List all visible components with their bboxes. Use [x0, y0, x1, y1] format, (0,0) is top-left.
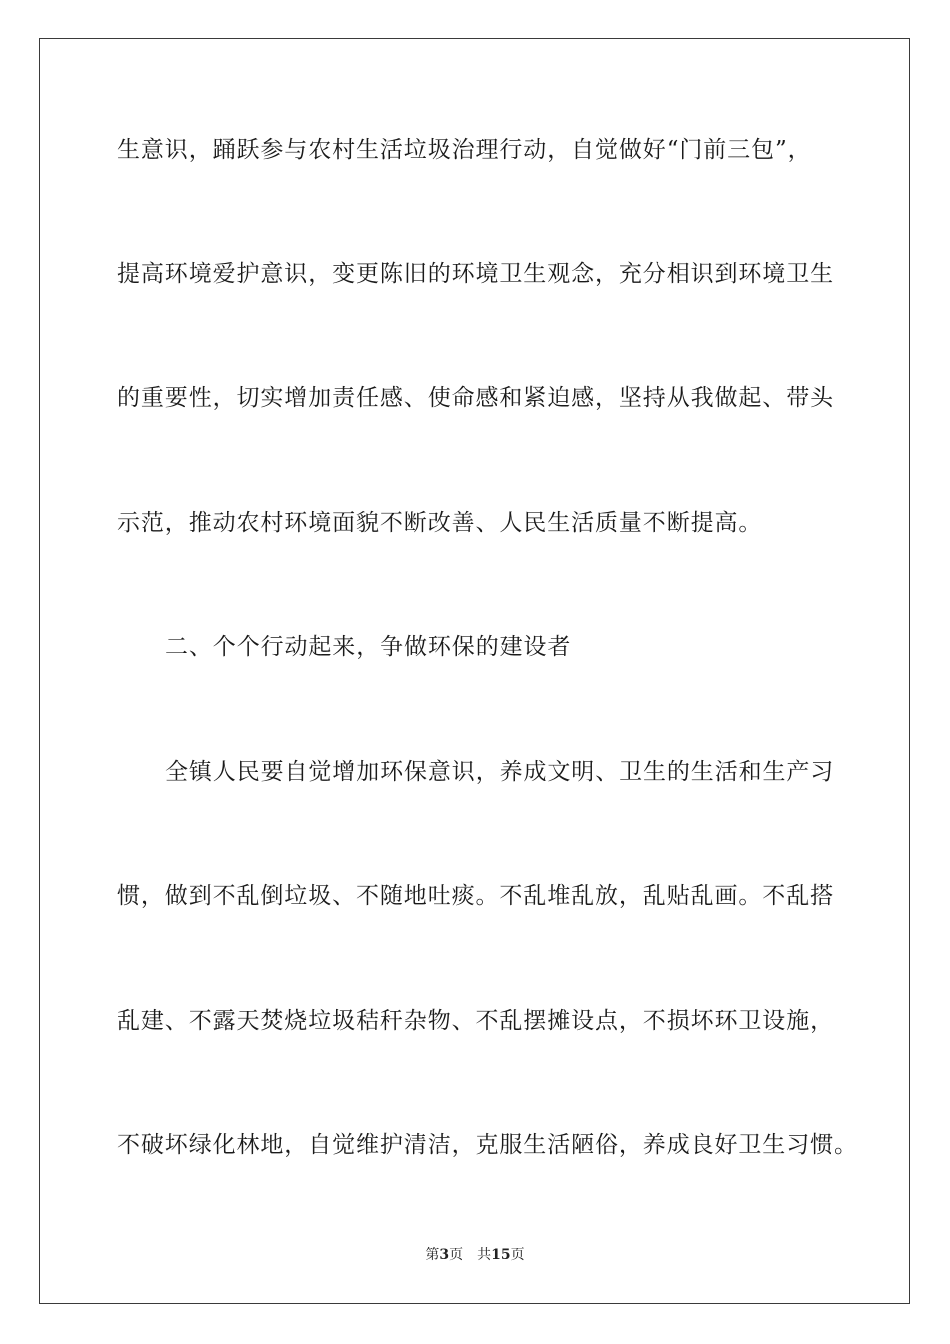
paragraph-first-line: 全镇人民要自觉增加环保意识，养成文明、卫生的生活和生产习: [165, 759, 835, 785]
section-heading: 二、个个行动起来，争做环保的建设者: [165, 634, 572, 660]
body-line: 乱建、不露天焚烧垃圾秸秆杂物、不乱摆摊设点，不损坏环卫设施，: [117, 1008, 834, 1034]
body-line: 提高环境爱护意识，变更陈旧的环境卫生观念，充分相识到环境卫生: [117, 261, 834, 287]
body-line: 示范，推动农村环境面貌不断改善、人民生活质量不断提高。: [117, 510, 763, 536]
total-prefix: 共: [477, 1247, 492, 1263]
page-prefix: 第: [425, 1247, 440, 1263]
body-line: 生意识，踊跃参与农村生活垃圾治理行动，自觉做好“门前三包”，: [117, 137, 812, 163]
page-border: [39, 38, 910, 1304]
page-current: 3: [439, 1247, 450, 1263]
body-line: 不破坏绿化林地，自觉维护清洁，克服生活陋俗，养成良好卫生习惯。: [117, 1132, 858, 1158]
page-unit: 页: [449, 1247, 464, 1263]
total-unit: 页: [510, 1247, 525, 1263]
body-line: 的重要性，切实增加责任感、使命感和紧迫感，坚持从我做起、带头: [117, 385, 834, 411]
page-total: 15: [491, 1247, 511, 1263]
body-line: 惯，做到不乱倒垃圾、不随地吐痰。不乱堆乱放，乱贴乱画。不乱搭: [117, 883, 834, 909]
page-footer: [0, 1246, 950, 1264]
